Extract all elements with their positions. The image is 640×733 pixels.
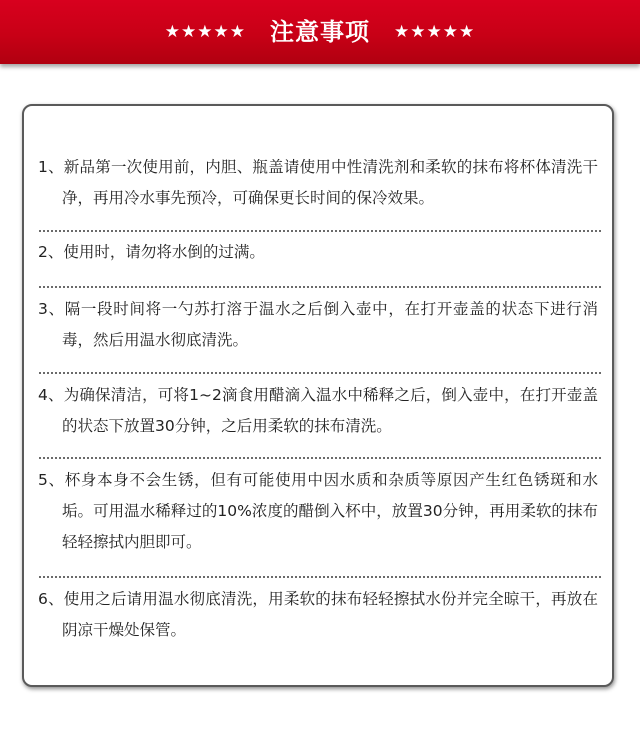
left-stars-icon: ★★★★★ <box>164 21 246 42</box>
notice-item-text: 6、使用之后请用温水彻底清洗，用柔软的抹布轻轻擦拭水份并完全晾干，再放在阴凉干燥处保管。 <box>38 590 598 639</box>
notice-card <box>22 104 614 687</box>
dotted-divider <box>39 286 601 288</box>
notice-item-text: 4、为确保清洁，可将1~2滴食用醋滴入温水中稀释之后，倒入壶中，在打开壶盖的状态下放置30分钟，之后用柔软的抹布清洗。 <box>38 386 598 435</box>
dotted-divider <box>39 372 601 374</box>
notice-item-5 <box>38 465 598 558</box>
notice-item-4 <box>38 380 598 442</box>
notice-item-text: 5、杯身本身不会生锈，但有可能使用中因水质和杂质等原因产生红色锈斑和水垢。可用温水稀释过的10%浓度的醋倒入杯中，放置30分钟，再用柔软的抹布轻轻擦拭内胆即可。 <box>38 471 598 551</box>
notice-item-text: 2、使用时，请勿将水倒的过满。 <box>38 243 265 261</box>
notice-item-text: 1、新品第一次使用前，内胆、瓶盖请使用中性清洗剂和柔软的抹布将杯体清洗干净，再用冷水事先预冷，可确保更长时间的保冷效果。 <box>38 158 598 207</box>
dotted-divider <box>39 230 601 232</box>
right-stars-icon: ★★★★★ <box>394 21 476 42</box>
header-banner <box>0 0 640 64</box>
notice-item-1 <box>38 152 598 214</box>
notice-item-text: 3、隔一段时间将一勺苏打溶于温水之后倒入壶中，在打开壶盖的状态下进行消毒，然后用温水彻底清洗。 <box>38 300 598 349</box>
notice-item-2 <box>38 237 598 268</box>
page-title: 注意事项 <box>270 18 370 46</box>
dotted-divider <box>39 457 601 459</box>
notice-item-6 <box>38 584 598 646</box>
notice-item-3 <box>38 294 598 356</box>
dotted-divider <box>39 576 601 578</box>
